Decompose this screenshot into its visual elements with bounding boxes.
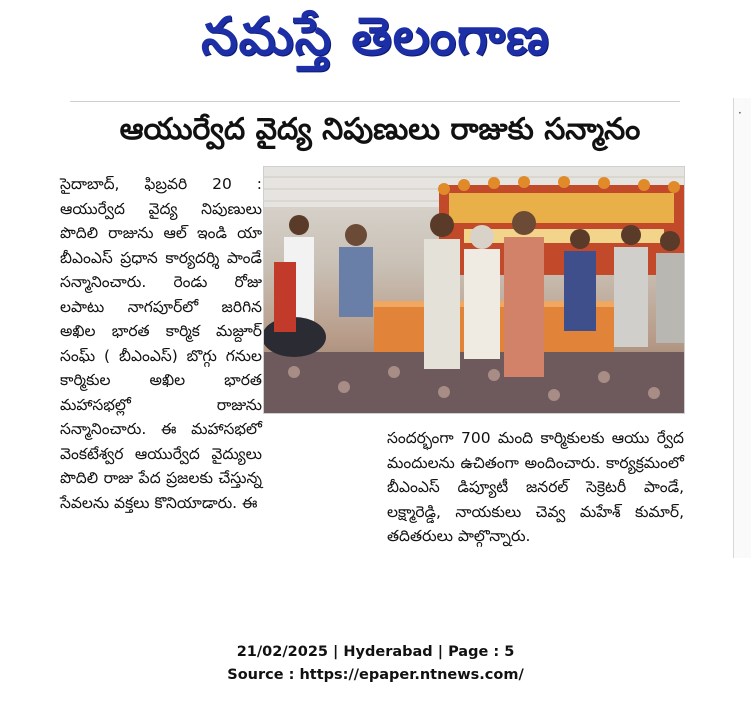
article-photo (263, 166, 685, 414)
footer-dateline: 21/02/2025 | Hyderabad | Page : 5 (236, 644, 515, 660)
event-photo-illustration (264, 167, 684, 413)
newspaper-masthead: నమస్తే తెలంగాణ (201, 7, 550, 67)
divider (70, 101, 680, 102)
article-headline: ఆయుర్వేద వైద్య నిపుణులు రాజుకు సన్మానం (119, 112, 641, 147)
footer-source: Source : https://epaper.ntnews.com/ (227, 667, 524, 683)
adjacent-article-edge (733, 98, 751, 558)
article-body-right-column: సందర్భంగా 700 మంది కార్మికులకు ఆయు ర్వేద మందులను ఉచితంగా అందించారు. కార్యక్రమంలో బీఎంఎస్ డిప్యూటీ జనరల్ సెక్రెటరీ పాండే, లక్ష్మారెడ్డి, నాయకులు చెవ్వ మహేశ్ కుమార్, తదితరులు పాల్గొన్నారు. (387, 429, 684, 545)
article-body-left-column: సైదాబాద్, ఫిబ్రవరి 20 : ఆయుర్వేద వైద్య నిపుణులు పొదిలి రాజును ఆల్ ఇండి యా బీఎంఎస్ ప్రధాన కార్యదర్శి పాండే సన్మానించారు. రెండు రోజు లపాటు నాగపూర్‌లో జరిగిన అఖిల భారత కార్మిక మజ్దూర్ సంఘ్ ( బీఎంఎస్) బొగ్గు గనుల కార్మికుల అఖిల భారత మహాసభల్లో రాజును సన్మానించారు. ఈ మహాసభలో వెంకటేశ్వర ఆయుర్వేద వైద్యులు పొదిలి రాజు పేద ప్రజలకు చేస్తున్న సేవలను వక్తలు కొనియాడారు. ఈ (60, 175, 262, 512)
edge-glyph: · (738, 106, 742, 120)
